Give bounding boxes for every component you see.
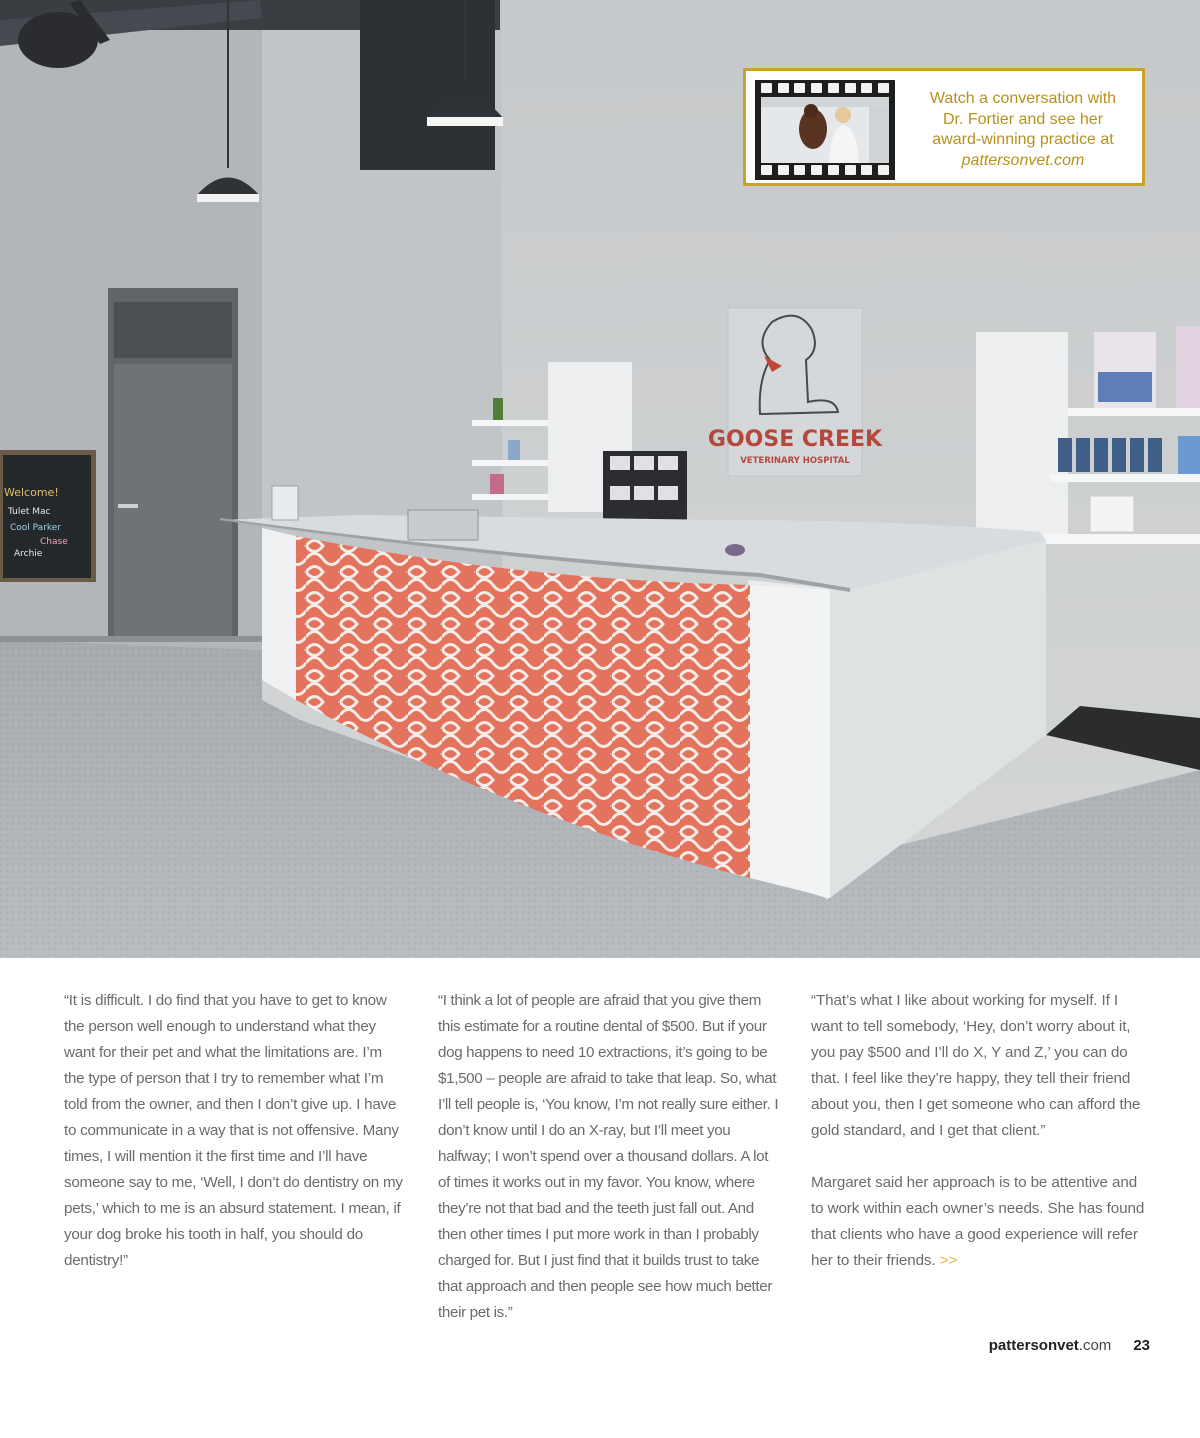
video-thumbnail[interactable] <box>755 80 895 180</box>
chalk-line-1: Welcome! <box>4 486 59 499</box>
film-strip-top-icon <box>761 83 889 95</box>
chalk-line-3: Cool Parker <box>10 523 62 533</box>
callout-line-3: award-winning practice at <box>932 131 1114 148</box>
doctor-with-dog-image <box>761 97 889 163</box>
callout-line-1: Watch a conversation with <box>929 90 1117 107</box>
sign-name: GOOSE CREEK <box>707 427 883 452</box>
video-still <box>761 97 889 163</box>
footer-domain: .com <box>1078 1337 1112 1354</box>
column-3-paragraph-2 <box>811 1170 1153 1274</box>
chalk-line-4: Chase <box>40 537 68 547</box>
film-strip-bottom-icon <box>761 165 889 177</box>
page-footer <box>989 1337 1150 1354</box>
page-number: 23 <box>1133 1337 1150 1354</box>
column-3 <box>811 988 1153 1274</box>
column-3-paragraph-2-text: Margaret said her approach is to be attentive and to work within each owner’s needs. She has found that clients who have a good experience will refer her to their friends. <box>811 1174 1145 1269</box>
column-3-paragraph-1: “That’s what I like about working for myself. If I want to tell somebody, ‘Hey, don’t worry about it, you pay $500 and I’ll do X, Y and Z,’ you can do that. I feel like they’re happy, they tell their friend about you, then I get someone who can afford the gold standard, and I get that client.” <box>811 992 1141 1139</box>
video-callout[interactable] <box>743 68 1145 186</box>
column-2 <box>438 988 780 1326</box>
column-1-paragraph: “It is difficult. I do find that you have to get to know the person well enough to understand what they want for their pet and what the limitations are. I’m the type of person that I try to remember what I’m told from the owner, and then I don’t give up. I have to communicate in a way that is not offensive. Many times, I will mention it the first time and I’ll have someone say to me, ‘Well, I don’t do dentistry on my pets,’ which to me is an absurd statement. I mean, if your dog broke his tooth in half, you should do dentistry!” <box>64 992 403 1269</box>
column-2-paragraph: “I think a lot of people are afraid that you give them this estimate for a routine dental of $500. But if your dog happens to need 10 extractions, it’s going to be $1,500 – people are afraid to take that leap. So, what I’ll tell people is, ‘You know, I’m not really sure either. I don’t know until I do an X-ray, but I’ll meet you halfway; I won’t spend over a thousand dollars. A lot of times it works out in my favor. You know, where they’re not that bad and the teeth just fall out. And then other times I put more work in than I probably charged for. But I just find that it builds trust to take that approach and then people see how much better their pet is.” <box>438 992 779 1321</box>
chalk-line-5: Archie <box>14 549 43 559</box>
callout-url-link[interactable]: pattersonvet.com <box>961 151 1085 169</box>
chalk-line-2: Tulet Mac <box>8 507 51 517</box>
footer-brand: pattersonvet <box>988 1337 1079 1354</box>
column-1 <box>64 988 406 1274</box>
callout-line-2: Dr. Fortier and see her <box>942 110 1104 128</box>
continue-arrow-icon: >> <box>939 1252 958 1269</box>
callout-text <box>910 89 1136 171</box>
sign-sub: VETERINARY HOSPITAL <box>740 456 850 466</box>
